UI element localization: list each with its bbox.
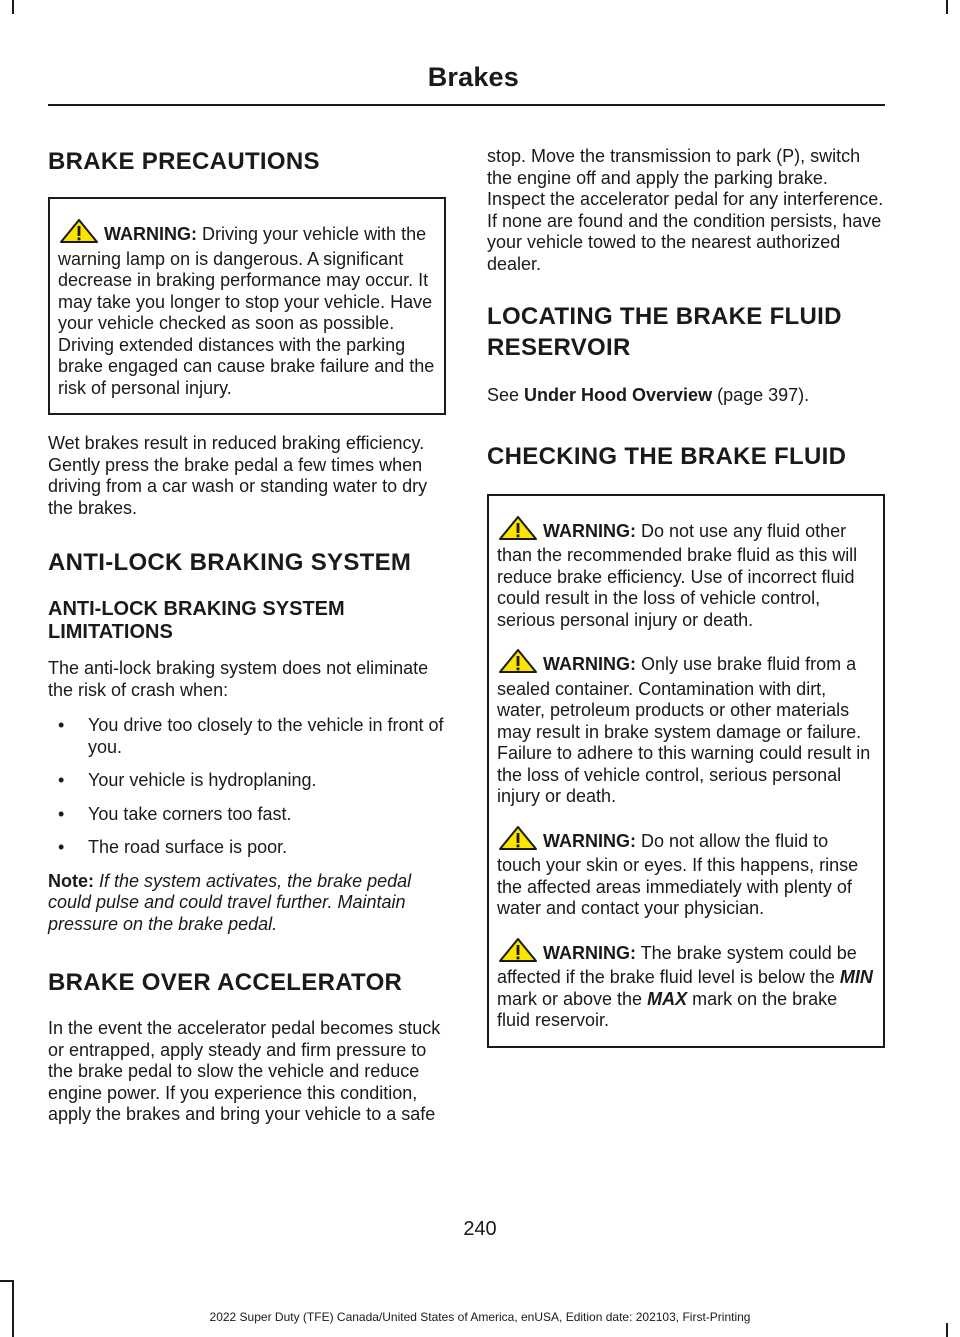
warning-triangle-icon [499,938,537,968]
min-mark: MIN [839,967,873,987]
page-title: Brakes [427,62,519,92]
crop-mark-bottom-right [946,1323,948,1337]
warning-text: mark on the brake fluid reservoir. [497,988,838,1030]
title-divider [48,104,885,106]
left-column [48,146,446,1140]
under-hood-overview-link[interactable]: Under Hood Overview [524,385,713,405]
warning-box [487,494,885,1048]
crop-mark-top-right [946,0,948,14]
warning-box [48,197,446,415]
warning-label: WARNING: [543,520,636,541]
page-number: 240 [463,1218,497,1240]
heading-anti-lock-braking-system: ANTI-LOCK BRAKING SYSTEM [48,549,412,576]
warning-text: Do not allow the fluid to touch your skin or eyes. If this happens, rinse the affected areas immediately with plenty of water and contact your physician. [497,830,859,918]
warning-text: Do not use any fluid other than the recommended brake fluid as this will reduce brake efficiency. Use of incorrect fluid could result in the loss of vehicle control, serious personal injury or death. [497,520,858,630]
warning-item [497,826,875,920]
warning-triangle-icon [60,219,98,249]
list-item: • You drive too closely to the vehicle in front of you. [48,715,446,758]
continued-paragraph: stop. Move the transmission to park (P), switch the engine off and apply the parking brake. Inspect the accelerator pedal for any interference. If none are found and the condition persists, have your vehicle towed to the nearest authorized dealer. [487,146,884,274]
warning-item [497,516,875,632]
subheading-abs-limitations: ANTI-LOCK BRAKING SYSTEM LIMITATIONS [48,598,345,643]
see-suffix: (page 397). [712,385,810,405]
note-text: If the system activates, the brake pedal could pulse and could travel further. Maintain pressure on the brake pedal. [48,870,412,934]
abs-intro-paragraph: The anti-lock braking system does not eliminate the risk of crash when: [48,658,429,700]
note-label: Note: [48,870,94,891]
brake-over-accelerator-paragraph: In the event the accelerator pedal becomes stuck or entrapped, apply steady and firm pressure to the brake pedal to slow the vehicle and reduce engine power. If you experience this condition, apply the brakes and bring your vehicle to a safe [48,1018,441,1124]
warning-text: Driving your vehicle with the warning lamp on is dangerous. A significant decrease in braking performance may occur. It may take you longer to stop your vehicle. Have your vehicle checked as soon as possible. Driving extended distances with the parking brake engaged can cause brake failure and the risk of personal injury. [58,224,435,398]
heading-locating-brake-fluid-reservoir: LOCATING THE BRAKE FLUID RESERVOIR [487,303,842,361]
crop-mark-top-left [12,0,14,14]
heading-brake-over-accelerator: BRAKE OVER ACCELERATOR [48,969,403,996]
warning-label: WARNING: [543,830,636,851]
heading-checking-brake-fluid: CHECKING THE BRAKE FLUID [487,442,847,470]
warning-item [497,649,875,808]
warning-text: mark or above the [497,988,648,1009]
crop-mark-bottom-left-h [0,1280,14,1282]
crop-mark-bottom-left [12,1280,14,1337]
footer-edition: 2022 Super Duty (TFE) Canada/United States of America, enUSA, Edition date: 202103, First-Printing [209,1310,751,1324]
note-paragraph [48,871,446,936]
list-item: • Your vehicle is hydroplaning. [48,770,446,792]
warning-label: WARNING: [104,224,197,244]
wet-brakes-paragraph: Wet brakes result in reduced braking efficiency. Gently press the brake pedal a few times when driving from a car wash or standing water to dry the brakes. [48,433,428,518]
list-item: • The road surface is poor. [48,837,446,859]
list-item: • You take corners too fast. [48,804,446,826]
warning-triangle-icon [499,649,537,679]
see-prefix: See [487,385,525,405]
abs-limitations-list [48,715,446,859]
warning-item [58,219,436,399]
warning-item [497,938,875,1032]
right-column [487,146,885,1066]
warning-text: The brake system could be affected if the brake fluid level is below the [497,942,857,987]
warning-text: Only use brake fluid from a sealed container. Contamination with dirt, water, petroleum products or other materials may result in brake system damage or failure. Failure to adhere to this warning could result in the loss of vehicle control, serious personal injury or death. [497,654,871,806]
warning-triangle-icon [499,516,537,546]
warning-label: WARNING: [543,654,636,674]
warning-label: WARNING: [543,942,636,963]
max-mark: MAX [647,988,688,1009]
heading-brake-precautions: BRAKE PRECAUTIONS [48,148,320,175]
see-reference-paragraph [487,385,885,407]
warning-triangle-icon [499,826,537,856]
